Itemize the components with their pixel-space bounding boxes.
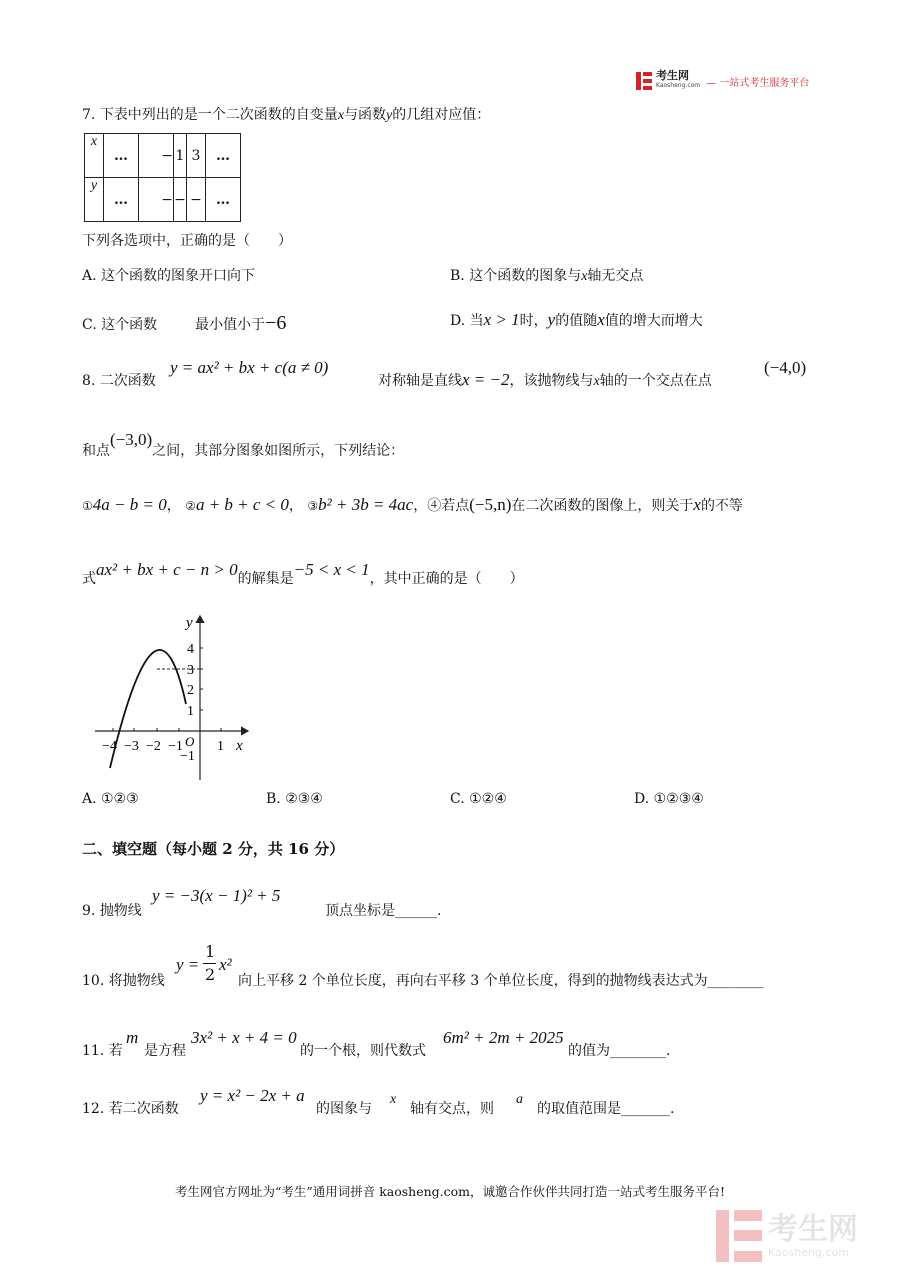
q8-axis: x = −2 bbox=[462, 370, 510, 389]
q7-option-d-post: 值的增大而增大 bbox=[604, 313, 703, 329]
q8-point1: (−4,0) bbox=[764, 358, 807, 377]
q7-stem bbox=[82, 104, 490, 124]
graph-x-label: x bbox=[236, 738, 243, 754]
q8-c2: a + b + c < 0 bbox=[195, 495, 289, 514]
q12-stem-b: 的图象与 bbox=[316, 1101, 372, 1117]
q12-stem bbox=[82, 1098, 179, 1118]
x-tick-label: −3 bbox=[124, 739, 139, 754]
header-logo bbox=[636, 70, 809, 92]
q7-option-c bbox=[82, 312, 286, 335]
q10-stem-a: 将抛物线 bbox=[108, 973, 165, 989]
q8-sep3: ， bbox=[413, 498, 428, 514]
q7-option-c-pre: C. 这个函数 bbox=[82, 317, 158, 333]
q8-c4-ineq: ax² + bx + c − n > 0 bbox=[96, 560, 238, 579]
q9-number: 9. bbox=[82, 903, 96, 919]
q8-stem-a: 二次函数 bbox=[99, 373, 156, 389]
q8-c4-post: 的不等 bbox=[700, 498, 743, 514]
q7-stem-c: 的几组对应值： bbox=[392, 107, 491, 123]
q8-c4-sol: −5 < x < 1 bbox=[293, 560, 370, 579]
q8-c4-mid: 在二次函数的图像上，则关于 bbox=[511, 498, 694, 514]
logo-cn: 考生网 bbox=[656, 69, 689, 82]
table-cell: … bbox=[206, 178, 241, 222]
q11-number: 11. bbox=[82, 1043, 105, 1059]
q9-stem bbox=[82, 900, 142, 920]
q10-stem-b: 向上平移 2 个单位长度，再向右平移 3 个单位长度，得到的抛物线表达式为________ bbox=[238, 973, 764, 989]
table-cell: 3 bbox=[187, 134, 206, 178]
q8-conclusions bbox=[82, 495, 743, 515]
q11-stem-a: 若 bbox=[108, 1043, 123, 1059]
q12-stem-a: 若二次函数 bbox=[108, 1101, 179, 1117]
q7-option-d-mid: 时， bbox=[519, 313, 548, 329]
q8-point2: (−3,0) bbox=[110, 430, 153, 449]
q8-stem-f: 之间，其部分图象如图所示，下列结论： bbox=[152, 443, 405, 459]
q9-func: y = −3(x − 1)² + 5 bbox=[152, 886, 281, 905]
q7-option-a: A. 这个函数的图象开口向下 bbox=[82, 268, 256, 284]
q7-stem-b: 与函数 bbox=[344, 107, 387, 123]
watermark-logo bbox=[716, 1210, 858, 1262]
q8-func: y = ax² + bx + c(a ≠ 0) bbox=[170, 358, 329, 377]
table-cell: 1 bbox=[174, 134, 187, 178]
table-cell: − bbox=[174, 178, 187, 222]
q8-option-c: C. ①②④ bbox=[450, 791, 507, 807]
q12-var-x: x bbox=[390, 1092, 397, 1107]
q7-option-b-var: x bbox=[581, 269, 588, 284]
q7-option-d-var: y bbox=[547, 310, 556, 329]
q7-option-d-var2: x bbox=[597, 310, 605, 329]
q10-frac-den: 2 bbox=[205, 965, 216, 984]
q7-stem-a: 下表中列出的是一个二次函数的自变量 bbox=[99, 107, 338, 123]
q7-option-c-val: −6 bbox=[265, 312, 287, 334]
q10-number: 10. bbox=[82, 973, 105, 989]
q12-func: y = x² − 2x + a bbox=[200, 1086, 305, 1105]
q7-option-d-pre: D. 当 bbox=[450, 313, 484, 329]
q11-stem-d: 的值为________. bbox=[568, 1043, 671, 1059]
y-tick-label: 1 bbox=[187, 704, 194, 719]
q8-c4b-post: ，其中正确的是（ ） bbox=[369, 571, 524, 587]
q9-stem-b: 顶点坐标是______. bbox=[325, 903, 442, 919]
y-tick-label: 2 bbox=[187, 683, 194, 698]
q8-number: 8. bbox=[82, 373, 96, 389]
q11-stem bbox=[82, 1040, 123, 1060]
q8-var-x: x bbox=[593, 374, 600, 389]
table-cell: − bbox=[139, 134, 174, 178]
q8-stem-e-text: 和点 bbox=[82, 443, 110, 459]
q8-sep1: ， bbox=[166, 498, 181, 514]
y-tick-label: −1 bbox=[180, 749, 195, 764]
x-tick-label: 1 bbox=[217, 739, 224, 754]
logo-slogan: — 一站式考生服务平台 bbox=[706, 77, 810, 89]
watermark-en: Kaosheng.com bbox=[768, 1245, 849, 1259]
table-cell: x bbox=[85, 134, 104, 178]
q10-frac-num: 1 bbox=[205, 942, 216, 961]
table-cell: … bbox=[104, 178, 139, 222]
q8-option-d: D. ①②③④ bbox=[634, 791, 704, 807]
q7-var-y: y bbox=[386, 108, 393, 123]
q9-stem-a: 抛物线 bbox=[99, 903, 142, 919]
q8-parabola-graph bbox=[90, 610, 260, 785]
y-tick-label: 4 bbox=[187, 642, 194, 657]
q8-conclusion4-line2 bbox=[82, 560, 524, 588]
q11-eq: 3x² + x + 4 = 0 bbox=[191, 1028, 297, 1047]
q8-c1: 4a − b = 0 bbox=[92, 495, 167, 514]
q10-func-rhs: x² bbox=[219, 955, 232, 974]
table-cell: − bbox=[187, 178, 206, 222]
q8-number-stem bbox=[82, 370, 156, 390]
q12-stem-d: 的取值范围是_______. bbox=[537, 1101, 675, 1117]
q8-c4-var: x bbox=[693, 495, 701, 514]
q8-stem-b-text: 对称轴是直线 bbox=[378, 373, 462, 389]
table-cell: y bbox=[85, 178, 104, 222]
q12-stem-c: 轴有交点，则 bbox=[410, 1101, 494, 1117]
q8-stem-e bbox=[82, 430, 405, 460]
q7-var-x: x bbox=[337, 108, 345, 123]
q12-number: 12. bbox=[82, 1101, 105, 1117]
y-tick-label: 3 bbox=[187, 663, 194, 678]
q12-var-a: a bbox=[516, 1092, 523, 1107]
q10-frac-bar bbox=[203, 963, 216, 964]
footer-text: 考生网官方网址为“考生”通用词拼音 kaosheng.com，诚邀合作伙伴共同打造一站式考生服务平台! bbox=[174, 1184, 726, 1199]
q8-stem-d: 轴的一个交点在点 bbox=[599, 373, 712, 389]
logo-icon bbox=[636, 72, 652, 90]
watermark-icon bbox=[716, 1210, 762, 1262]
q8-option-a: A. ①②③ bbox=[82, 791, 139, 807]
q7-option-d-cond: x > 1 bbox=[483, 310, 520, 329]
q8-c3: b² + 3b = 4ac bbox=[318, 495, 414, 514]
x-tick-label: −1 bbox=[168, 739, 183, 754]
q10-func-lhs: y = bbox=[176, 955, 200, 974]
slogan-text: 一站式考生服务平台 bbox=[719, 77, 810, 89]
q7-option-b bbox=[450, 265, 643, 285]
q8-c1-mark: ① bbox=[82, 499, 93, 513]
q8-stem-c: ，该抛物线与 bbox=[509, 373, 594, 389]
table-row-x bbox=[85, 134, 241, 178]
section2-title: 二、填空题（每小题 2 分，共 16 分） bbox=[82, 840, 345, 858]
q7-option-b-post: 轴无交点 bbox=[587, 268, 644, 284]
table-cell: − bbox=[139, 178, 174, 222]
q11-stem-c: 的一个根，则代数式 bbox=[300, 1043, 426, 1059]
q7-number: 7. bbox=[82, 107, 96, 123]
q7-value-table bbox=[84, 133, 241, 222]
x-tick-label: −2 bbox=[146, 739, 161, 754]
q11-stem-b: 是方程 bbox=[144, 1043, 186, 1059]
q8-stem-b bbox=[378, 370, 712, 390]
q8-c4-pre: ④若点 bbox=[427, 498, 470, 514]
graph-origin: O bbox=[185, 734, 195, 749]
graph-y-label: y bbox=[186, 615, 193, 631]
q11-var-m: m bbox=[126, 1028, 139, 1047]
q7-option-d bbox=[450, 310, 703, 330]
table-cell: … bbox=[104, 134, 139, 178]
q8-c3-mark: ③ bbox=[307, 499, 319, 513]
q8-sep2: ， bbox=[288, 498, 303, 514]
logo-en: Kaosheng.com bbox=[656, 82, 701, 89]
q7-option-d-mid2: 的值随 bbox=[555, 313, 598, 329]
q8-option-b: B. ②③④ bbox=[266, 791, 323, 807]
q8-c2-mark: ② bbox=[185, 499, 196, 513]
q8-c4b-mid: 的解集是 bbox=[237, 571, 294, 587]
table-cell: … bbox=[206, 134, 241, 178]
q7-option-c-mid: 最小值小于 bbox=[195, 317, 266, 333]
q8-c4b-pre: 式 bbox=[82, 571, 96, 587]
q10-stem bbox=[82, 970, 165, 990]
table-row-y bbox=[85, 178, 241, 222]
x-tick-label: −4 bbox=[102, 739, 117, 754]
q11-expr: 6m² + 2m + 2025 bbox=[443, 1028, 564, 1047]
q7-option-b-pre: B. 这个函数的图象与 bbox=[450, 268, 582, 284]
q7-prompt: 下列各选项中，正确的是（ ） bbox=[82, 233, 292, 249]
q8-c4-point: (−5,n) bbox=[469, 495, 512, 514]
watermark-cn: 考生网 bbox=[768, 1211, 858, 1247]
